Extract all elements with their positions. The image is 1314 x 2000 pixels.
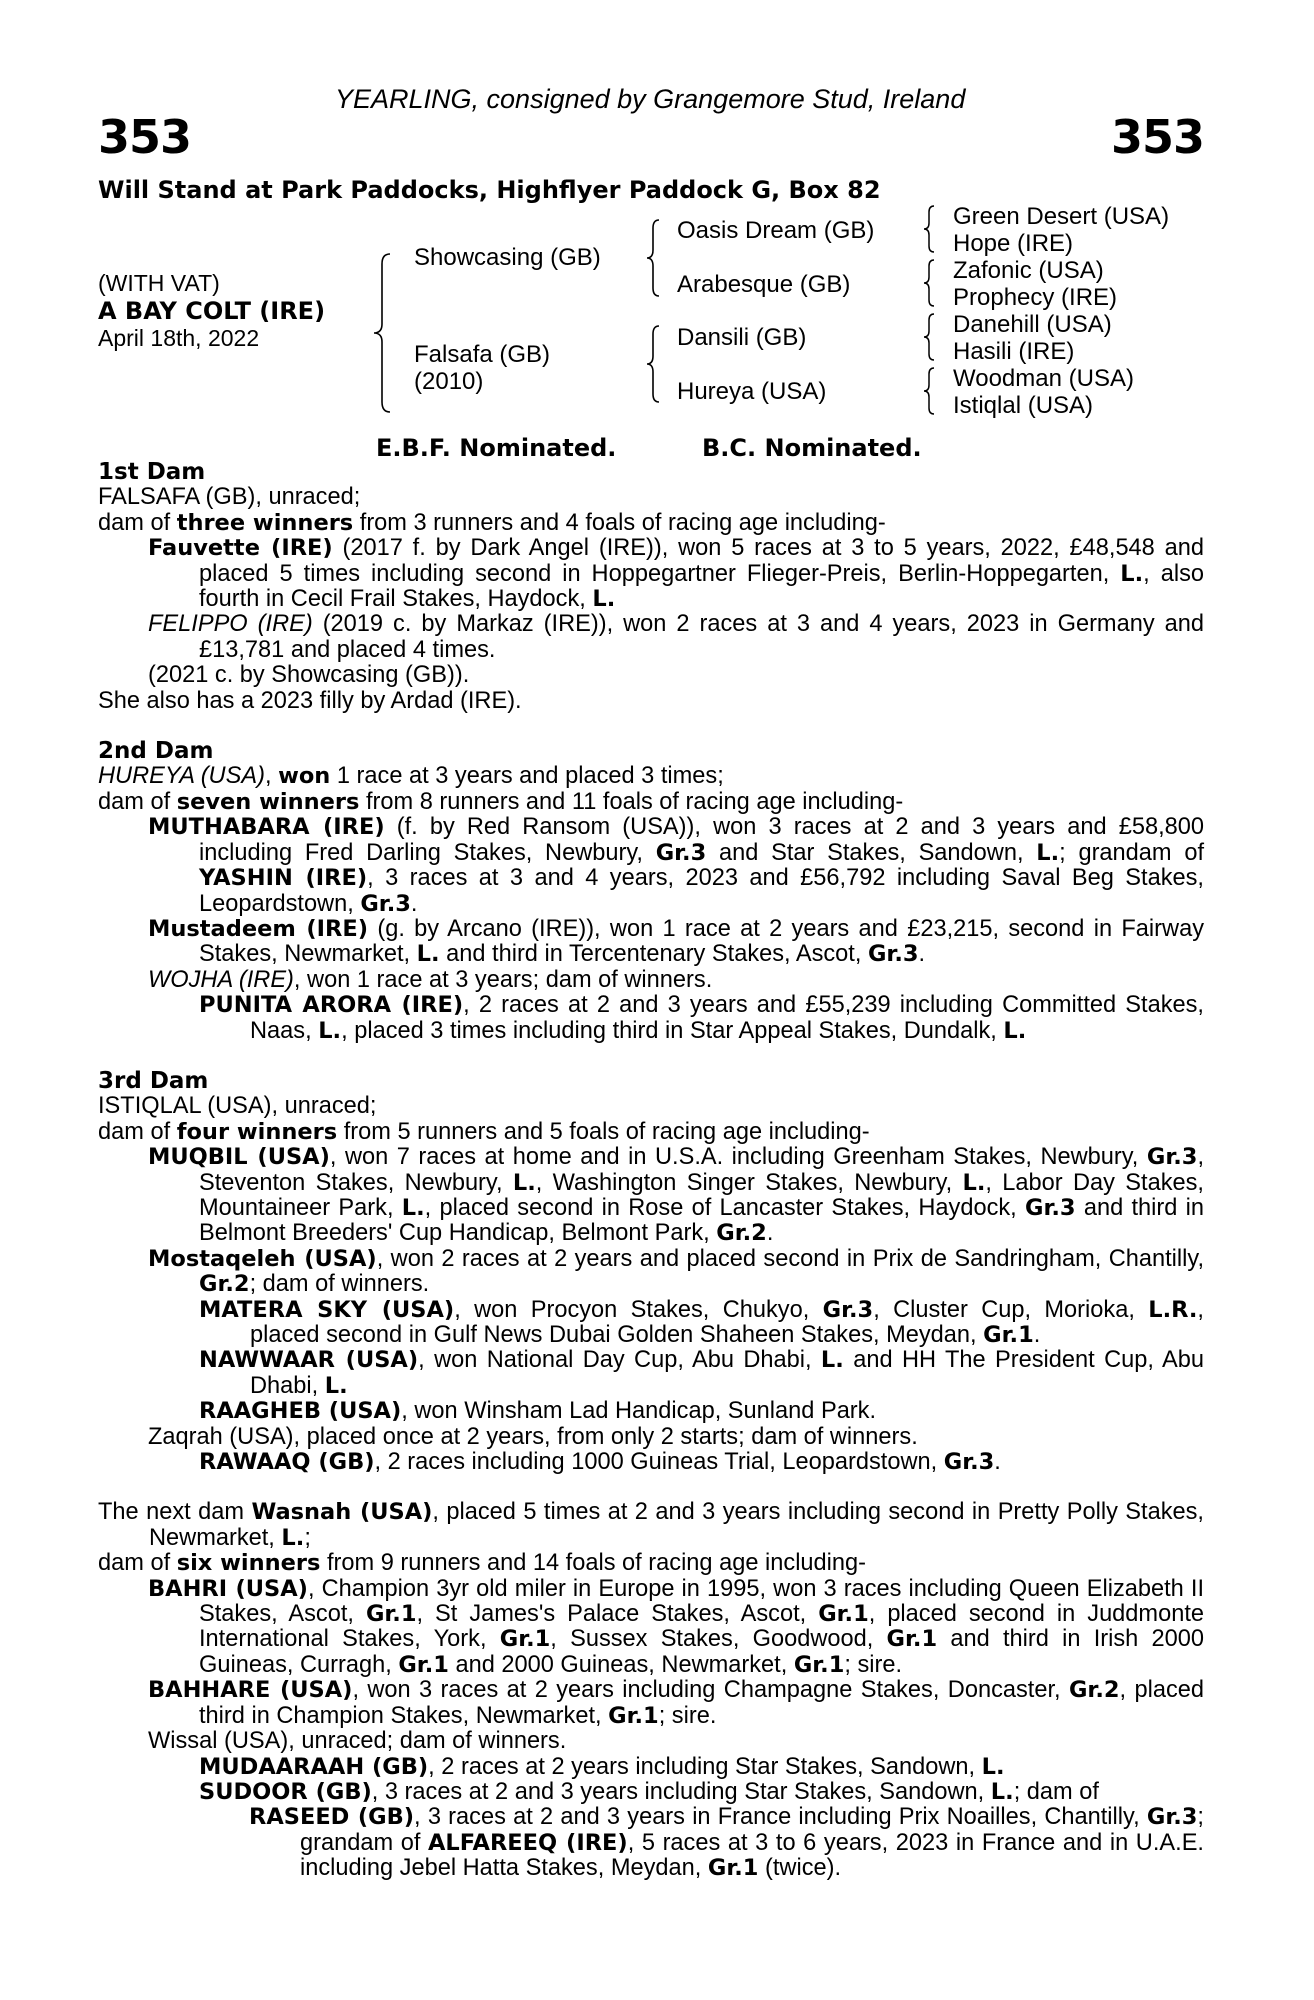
granddam-2: Hope (IRE) [953, 230, 1074, 257]
pedigree-brace-g2 [922, 258, 936, 308]
grandsire-1: Green Desert (USA) [953, 203, 1170, 230]
bc-nomination: B.C. Nominated. [702, 434, 922, 462]
horse-name: A BAY COLT (IRE) [98, 297, 326, 325]
progeny-entry: NAWWAAR (USA), won National Day Cup, Abu Dhabi, L. and HH The President Cup, Abu Dhabi, L. [199, 1347, 1204, 1399]
progeny-entry: BAHHARE (USA), won 3 races at 2 years including Champagne Stakes, Doncaster, Gr.2, placed third in Champion Stakes, Newmarket, Gr.1; sire. [148, 1677, 1204, 1729]
pedigree-brace-g1 [922, 204, 936, 254]
dam-dam-name: Hureya (USA) [677, 378, 827, 405]
pedigree-brace-main [372, 252, 392, 414]
dam-note: She also has a 2023 filly by Ardad (IRE). [98, 687, 522, 714]
consignment-line: YEARLING, consigned by Grangemore Stud, Ireland [335, 84, 966, 114]
catalogue-body [98, 460, 1204, 1882]
progeny-entry: Zaqrah (USA), placed once at 2 years, from only 2 starts; dam of winners. [148, 1423, 918, 1450]
progeny-entry: Mustadeem (IRE) (g. by Arcano (IRE)), won 1 race at 2 years and £23,215, second in Fairway Stakes, Newmarket, L. and third in Tercentenary Stakes, Ascot, Gr.3. [148, 915, 1204, 968]
dam-line: HUREYA (USA), won 1 race at 3 years and placed 3 times; [98, 763, 724, 790]
ebf-nomination: E.B.F. Nominated. [376, 434, 617, 462]
progeny-entry: Mostaqeleh (USA), won 2 races at 2 years and placed second in Prix de Sandringham, Chantilly, Gr.2; dam of winners. [148, 1245, 1204, 1298]
grandsire-5: Danehill (USA) [953, 311, 1112, 338]
progeny-entry: RASEED (GB), 3 races at 2 and 3 years in France including Prix Noailles, Chantilly, Gr.3; grandam of ALFAREEQ (IRE), 5 races at 3 to 6 years, 2023 in France and in U.A.E. including Jebel Hatta Stakes, Meydan, Gr.1 (twice). [249, 1804, 1204, 1882]
progeny-entry: MUDAARAAH (GB), 2 races at 2 years including Star Stakes, Sandown, L. [199, 1753, 1005, 1780]
pedigree-brace-g4 [922, 366, 936, 416]
sire-name: Showcasing (GB) [414, 244, 601, 271]
dam-record: dam of six winners from 9 runners and 14 foals of racing age including- [98, 1550, 867, 1577]
granddam-8: Istiqlal (USA) [953, 392, 1094, 419]
grandsire-7: Woodman (USA) [953, 365, 1134, 392]
dam-record: dam of seven winners from 8 runners and 11 foals of racing age including- [98, 788, 904, 815]
next-dam-line: The next dam Wasnah (USA), placed 5 times at 2 and 3 years including second in Pretty Polly Stakes, Newmarket, L.; [98, 1499, 1204, 1551]
section-heading: 2nd Dam [98, 738, 214, 765]
progeny-entry: PUNITA ARORA (IRE), 2 races at 2 and 3 years and £55,239 including Committed Stakes, Naas, L., placed 3 times including third in Star Appeal Stakes, Dundalk, L. [199, 992, 1204, 1044]
progeny-entry: BAHRI (USA), Champion 3yr old miler in Europe in 1995, won 3 races including Queen Elizabeth II Stakes, Ascot, Gr.1, St James's Palace Stakes, Ascot, Gr.1, placed second in Juddmonte International Stakes, York, Gr.1, Sussex Stakes, Goodwood, Gr.1 and third in Irish 2000 Guineas, Curragh, Gr.1 and 2000 Guineas, Newmarket, Gr.1; sire. [148, 1575, 1205, 1678]
lot-number-right: 353 [1110, 110, 1204, 164]
dam-record: dam of four winners from 5 runners and 5 foals of racing age including- [98, 1118, 870, 1145]
stand-location: Will Stand at Park Paddocks, Highflyer Paddock G, Box 82 [98, 176, 881, 204]
sire-sire-name: Oasis Dream (GB) [677, 217, 875, 244]
sire-dam-name: Arabesque (GB) [677, 271, 851, 298]
dam-sire-name: Dansili (GB) [677, 324, 807, 351]
dam-name: Falsafa (GB) [414, 341, 551, 368]
foaling-date: April 18th, 2022 [98, 325, 260, 351]
progeny-entry: SUDOOR (GB), 3 races at 2 and 3 years including Star Stakes, Sandown, L.; dam of [199, 1778, 1099, 1805]
progeny-entry: (2021 c. by Showcasing (GB)). [148, 662, 470, 689]
progeny-entry: FELIPPO (IRE) (2019 c. by Markaz (IRE)), won 2 races at 3 and 4 years, 2023 in Germany and £13,781 and placed 4 times. [148, 611, 1204, 663]
dam-line: FALSAFA (GB), unraced; [98, 484, 361, 511]
pedigree-brace-sire [645, 218, 661, 298]
progeny-entry: WOJHA (IRE), won 1 race at 3 years; dam of winners. [148, 966, 713, 993]
progeny-entry: MUTHABARA (IRE) (f. by Red Ransom (USA)), won 3 races at 2 and 3 years and £58,800 including Fred Darling Stakes, Newbury, Gr.3 and Star Stakes, Sandown, L.; grandam of YASHIN (IRE), 3 races at 3 and 4 years, 2023 and £56,792 including Saval Beg Stakes, Leopardstown, Gr.3. [148, 814, 1204, 917]
vat-note: (WITH VAT) [98, 270, 220, 296]
pedigree-brace-dam [645, 324, 661, 404]
dam-record: dam of three winners from 3 runners and 4 foals of racing age including- [98, 509, 886, 536]
grandsire-3: Zafonic (USA) [953, 257, 1104, 284]
progeny-entry: RAWAAQ (GB), 2 races including 1000 Guineas Trial, Leopardstown, Gr.3. [199, 1449, 1001, 1476]
progeny-entry: Wissal (USA), unraced; dam of winners. [148, 1728, 567, 1755]
lot-number-left: 353 [98, 110, 192, 164]
dam-year: (2010) [414, 368, 484, 395]
progeny-entry: Fauvette (IRE) (2017 f. by Dark Angel (IRE)), won 5 races at 3 to 5 years, 2022, £48,548 and placed 5 times including second in Hoppegartner Flieger-Preis, Berlin-Hoppegarten, L., also fourth in Cecil Frail Stakes, Haydock, L. [148, 535, 1204, 613]
dam-line: ISTIQLAL (USA), unraced; [98, 1093, 377, 1120]
progeny-entry: RAAGHEB (USA), won Winsham Lad Handicap, Sunland Park. [199, 1398, 877, 1425]
granddam-6: Hasili (IRE) [953, 338, 1075, 365]
section-heading: 1st Dam [98, 459, 206, 485]
granddam-4: Prophecy (IRE) [953, 284, 1118, 311]
pedigree-brace-g3 [922, 312, 936, 362]
progeny-entry: MATERA SKY (USA), won Procyon Stakes, Chukyo, Gr.3, Cluster Cup, Morioka, L.R., placed second in Gulf News Dubai Golden Shaheen Stakes, Meydan, Gr.1. [199, 1296, 1204, 1348]
section-heading: 3rd Dam [98, 1067, 209, 1094]
progeny-entry: MUQBIL (USA), won 7 races at home and in U.S.A. including Greenham Stakes, Newbury, Gr.3, Steventon Stakes, Newbury, L., Washington Singer Stakes, Newbury, L., Labor Day Stakes, Mountaineer Park, L., placed second in Rose of Lancaster Stakes, Haydock, Gr.3 and third in Belmont Breeders' Cup Handicap, Belmont Park, Gr.2. [148, 1144, 1204, 1247]
